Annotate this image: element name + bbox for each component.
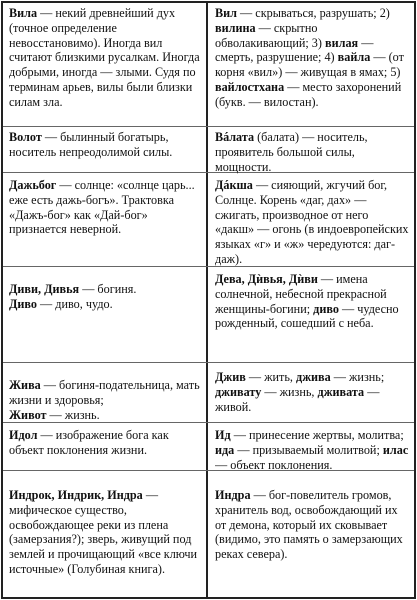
entry-divi [9,282,201,312]
headword: Дева, Дѝвья, Дѝви [215,272,318,286]
entry-text [9,428,201,458]
definition-text: — сияющий, жгучий бог, Солнце. Корень «даг, дах» — сжигать, производное от него «дакш» — огонь (в индоевропейских языках «г» и «ж» чередуются: даг-даж). [215,178,409,266]
headword: Джив [215,370,246,384]
definition-text: — (от корня «вил») — живущая в ямах; 5) [215,50,404,80]
headword: Волот [9,130,42,144]
definition-text: — бог-повелитель громов, хранитель вод, освобождающий их от демона, который их сковывает (видимо, это память о замерзающих реках севера). [215,488,403,562]
entry-text [9,6,201,110]
headword: вилина [215,20,256,35]
entry-deva [215,272,409,331]
headword: Вила [9,6,38,20]
entry-text [215,272,409,331]
definition-text: — некий древнейший дух (точное определение невосстановимо). Иногда вил считают близкими русалкам. Иногда добрыми, иногда — злыми. Судя по терминам арьев, вилы были близки силам зла. [9,6,200,109]
headword: Диви, Дивья [9,282,80,296]
entry-text [215,488,409,562]
headword: джива [296,370,331,384]
entry-text [215,6,409,110]
headword: вайла [337,50,371,65]
definition-text: — жизнь, [261,384,318,399]
headword: диво [313,301,339,316]
headword: дживата [317,384,365,399]
definition-text: — чудесно рожденный, сошедший с неба. [215,301,399,331]
entry-daksha [215,178,409,267]
definition-text: — мифическое существо, освобождающее реки из плена (замерзания?); зверь, живущий под землей и прочищающий «все ключи источные» (Голубиная книга). [9,488,198,576]
frame-border-bottom [1,597,416,599]
definition-text: — богиня-подательница, мать жизни и здоровья; [9,378,200,407]
column-divider [206,1,208,599]
headword: Дáкша [215,178,253,192]
entry-text [9,378,201,422]
row-rule [3,126,414,127]
definition-text: — имена солнечной, небесной прекрасной женщины-богини; [215,272,387,316]
definition-text: — скрытно обволакивающий; 3) [215,20,326,50]
headword: илас [382,442,409,457]
entry-zhiva [9,378,201,422]
definition-text: — богиня. [79,282,137,296]
entry-id [215,428,409,472]
definition-text: — живой. [215,384,380,414]
definition-text: — жизнь; [330,370,385,384]
frame-border-right [414,1,416,599]
entry-text [9,488,201,577]
definition-text: — место захоронений (букв. — вилостан). [215,79,402,109]
entry-idol [9,428,201,458]
entry-text [9,178,201,237]
headword: Идол [9,428,38,442]
definition-text: — объект поклонения. [215,457,333,472]
definition-text: — жизнь. [46,407,100,422]
headword: Живот [9,407,47,422]
entry-text [215,178,409,267]
frame-border-left [1,1,3,599]
entry-dzhiv [215,370,409,414]
definition-text: — призываемый молитвой; [234,442,383,457]
headword: Индра [215,488,251,502]
headword: Ид [215,428,231,442]
definition-text: (балата) — носитель, проявитель большой силы, мощности. [215,130,368,174]
entry-indra [215,488,409,562]
entry-dazhbog [9,178,201,237]
definition-text: — принесение жертвы, молитва; [230,428,404,442]
entry-text [215,130,409,174]
definition-text: — изображение бога как объект поклонения жизни. [9,428,169,457]
headword: дживату [215,384,262,399]
headword: Вил [215,6,237,20]
headword: Индрок, Индрик, Индра [9,488,143,502]
definition-text: — диво, чудо. [37,296,113,311]
entry-vila [9,6,201,110]
headword: вилая [325,35,359,50]
headword: Жива [9,378,41,392]
definition-text: — смерть, разрушение; 4) [215,35,374,65]
definition-text: — жить, [245,370,297,384]
row-rule [3,362,414,363]
entry-volot [9,130,201,160]
entry-text [215,428,409,472]
entry-vil [215,6,409,110]
entry-text [9,282,201,312]
entry-indrok [9,488,201,577]
entry-text [9,130,201,160]
entry-valata [215,130,409,174]
definition-text: — солнце: «солнце царь... еже есть дажь-богъ». Трактовка «Дажъ-бог» как «Дай-бог» признается неверной. [9,178,195,237]
frame-border-top [1,1,416,3]
entry-text [215,370,409,414]
headword: Диво [9,296,37,311]
definition-text: — скрываться, разрушать; 2) [237,6,390,20]
headword: Вáлата [215,130,255,144]
headword: вайлостхана [215,79,285,94]
definition-text: — былинный богатырь, носитель непреодолимой силы. [9,130,173,159]
headword: Дажьбог [9,178,57,192]
headword: ида [215,442,235,457]
